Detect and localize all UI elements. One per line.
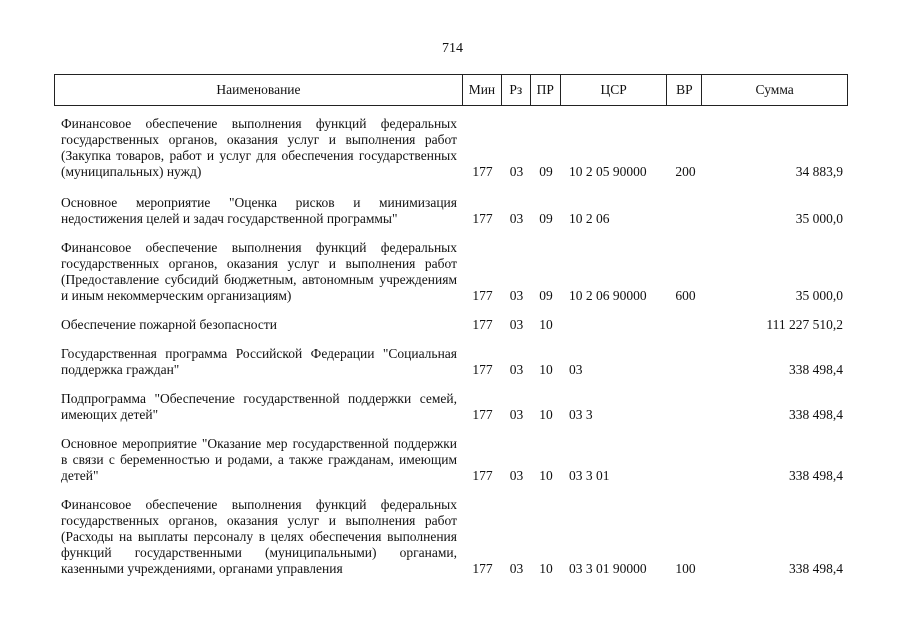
row-name: Подпрограмма "Обеспечение государственной поддержки семей, имеющих детей" xyxy=(61,391,457,422)
column-header-rz: Рз xyxy=(502,75,531,105)
row-rz: 03 xyxy=(509,211,524,226)
column-header-name: Наименование xyxy=(55,75,463,105)
column-header-vr: ВР xyxy=(667,75,702,105)
row-csr: 03 3 xyxy=(569,407,593,422)
row-name: Основное мероприятие "Оценка рисков и минимизация недостижения целей и задач государственной программы" xyxy=(61,195,457,226)
row-min: 177 xyxy=(472,288,493,303)
row-sum: 35 000,0 xyxy=(795,211,843,226)
row-pr: 09 xyxy=(539,164,553,179)
table-row xyxy=(54,436,848,484)
row-pr: 10 xyxy=(539,561,553,576)
row-rz: 03 xyxy=(509,164,524,179)
row-sum: 35 000,0 xyxy=(795,288,843,303)
row-csr: 10 2 06 xyxy=(569,211,610,226)
row-min: 177 xyxy=(472,561,493,576)
table-row xyxy=(54,346,848,378)
page-number: 714 xyxy=(442,41,463,56)
row-sum: 111 227 510,2 xyxy=(766,317,843,332)
row-name: Обеспечение пожарной безопасности xyxy=(61,317,278,332)
column-header-pr: ПР xyxy=(531,75,561,105)
row-pr: 10 xyxy=(539,468,553,483)
row-pr: 09 xyxy=(539,211,553,226)
row-name: Финансовое обеспечение выполнения функций федеральных государственных органов, оказания услуг и выполнения работ (Расходы на выплаты персоналу в целях обеспечения выполнения функций государственными (муниципальными) органами, казенными учреждениями, органами управления xyxy=(61,497,457,576)
table-row xyxy=(54,497,848,577)
row-vr: 100 xyxy=(675,561,696,576)
table-header xyxy=(54,74,848,106)
row-name: Финансовое обеспечение выполнения функций федеральных государственных органов, оказания услуг и выполнения работ (Закупка товаров, работ и услуг для обеспечения государственных (муниципальных) нужд) xyxy=(61,116,457,179)
row-rz: 03 xyxy=(509,362,524,377)
row-min: 177 xyxy=(472,317,493,332)
table-row xyxy=(54,317,848,333)
row-rz: 03 xyxy=(509,468,524,483)
row-pr: 10 xyxy=(539,317,553,332)
row-rz: 03 xyxy=(509,407,524,422)
table-row xyxy=(54,240,848,304)
row-pr: 10 xyxy=(539,362,553,377)
row-min: 177 xyxy=(472,211,493,226)
column-header-sum: Сумма xyxy=(755,82,794,97)
column-header-min: Мин xyxy=(463,75,502,105)
row-min: 177 xyxy=(472,164,493,179)
row-csr: 10 2 06 90000 xyxy=(569,288,647,303)
row-name: Финансовое обеспечение выполнения функций федеральных государственных органов, оказания услуг и выполнения работ (Предоставление субсидий бюджетным, автономным учреждениям и иным некоммерческим организациям) xyxy=(61,240,457,303)
row-pr: 09 xyxy=(539,288,553,303)
table-row xyxy=(54,391,848,423)
row-csr: 10 2 05 90000 xyxy=(569,164,647,179)
row-min: 177 xyxy=(472,468,493,483)
row-csr: 03 3 01 90000 xyxy=(569,561,647,576)
row-name: Государственная программа Российской Федерации "Социальная поддержка граждан" xyxy=(61,346,457,377)
row-csr: 03 xyxy=(569,362,583,377)
row-sum: 338 498,4 xyxy=(789,362,843,377)
row-sum: 338 498,4 xyxy=(789,561,843,576)
row-min: 177 xyxy=(472,362,493,377)
row-csr: 03 3 01 xyxy=(569,468,610,483)
row-min: 177 xyxy=(472,407,493,422)
row-rz: 03 xyxy=(509,288,524,303)
row-sum: 338 498,4 xyxy=(789,407,843,422)
row-pr: 10 xyxy=(539,407,553,422)
row-rz: 03 xyxy=(509,317,524,332)
table-row xyxy=(54,116,848,180)
row-vr: 600 xyxy=(675,288,696,303)
row-sum: 34 883,9 xyxy=(795,164,843,179)
row-sum: 338 498,4 xyxy=(789,468,843,483)
row-vr: 200 xyxy=(675,164,696,179)
table-row xyxy=(54,195,848,227)
row-name: Основное мероприятие "Оказание мер государственной поддержки в связи с беременностью и родами, а также гражданам, имеющим детей" xyxy=(61,436,457,483)
row-rz: 03 xyxy=(509,561,524,576)
column-header-csr: ЦСР xyxy=(561,75,668,105)
